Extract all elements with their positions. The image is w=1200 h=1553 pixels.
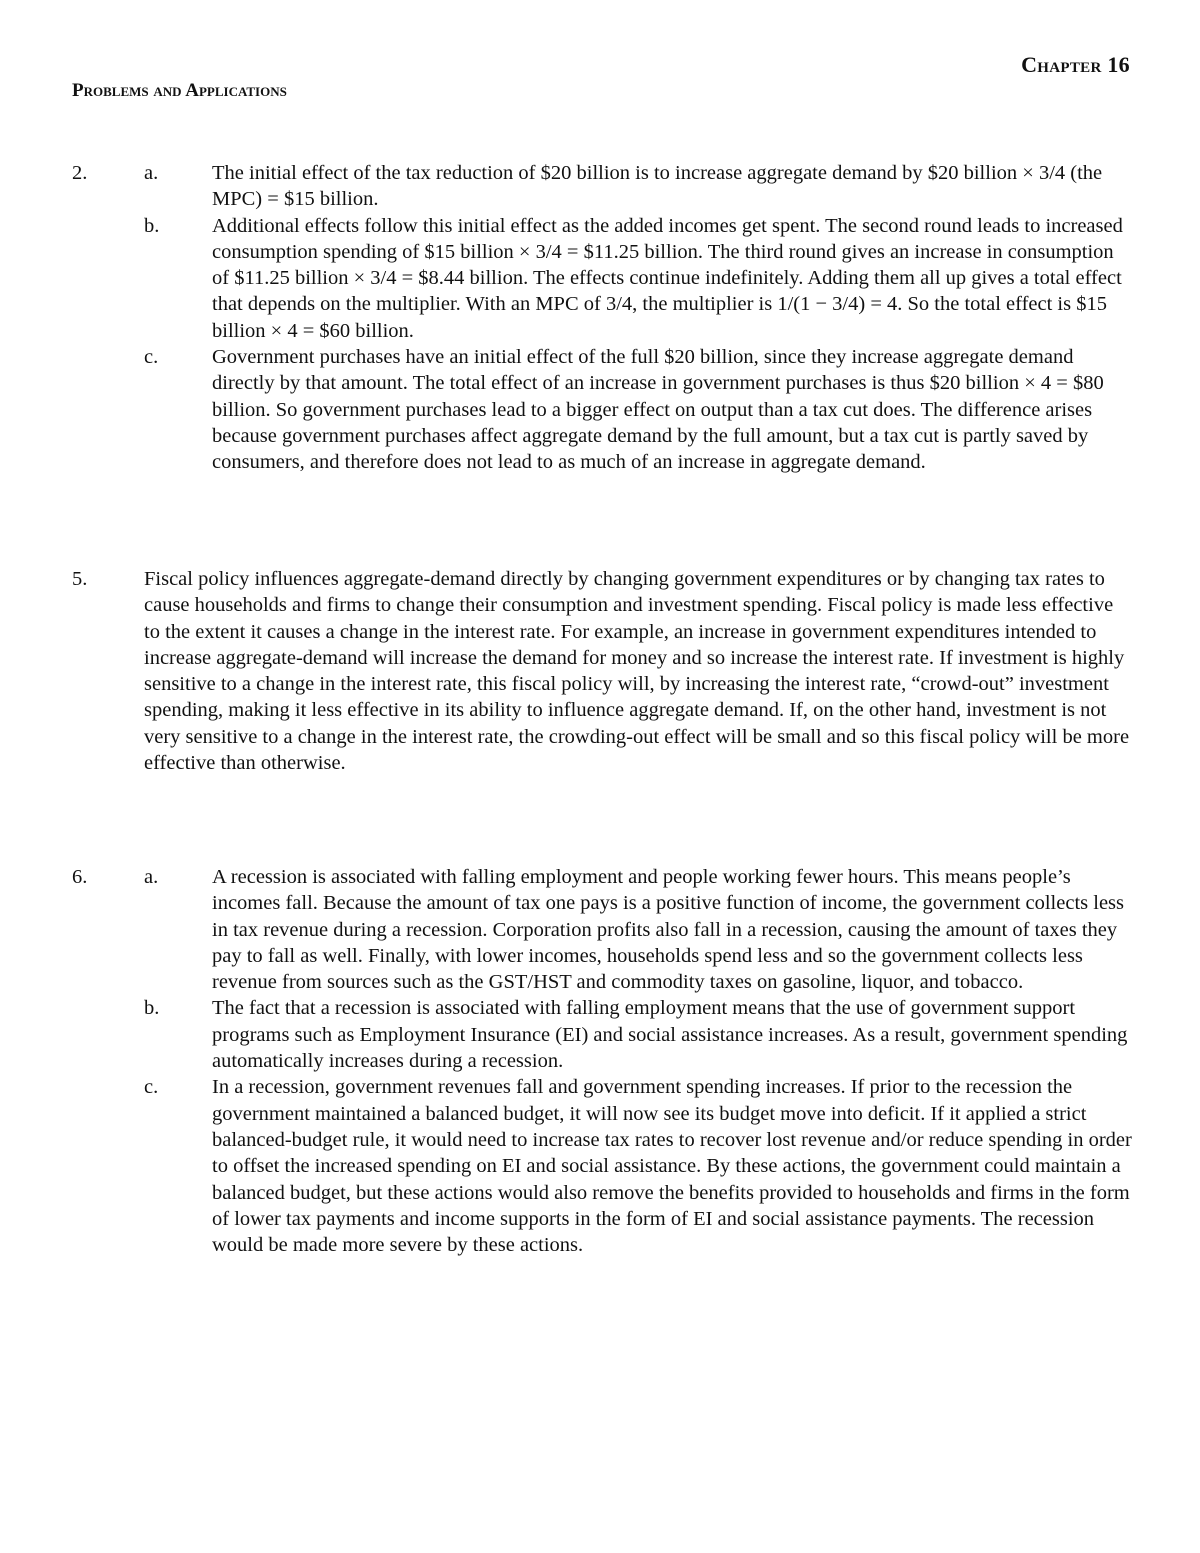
part-letter: a. (144, 866, 159, 888)
problem-5 (72, 566, 1132, 776)
section-title: Problems and Applications (72, 80, 287, 101)
part-letter: c. (144, 1076, 159, 1099)
part-letter: c. (144, 346, 159, 369)
problem-6-part-b (72, 995, 1132, 1074)
part-text: The initial effect of the tax reduction of $20 billion is to increase aggregate demand by $20 billion × 3/4 (the MPC) = $15 billion. (212, 162, 1103, 211)
problem-number: 5. (72, 568, 88, 590)
part-text: In a recession, government revenues fall and government spending increases. If prior to the recession the government maintained a balanced budget, it will now see its budget move into deficit. If it applied a strict balanced-budget rule, it would need to increase tax rates to recover lost revenue and/or reduce spending in order to offset the increased spending on EI and social assistance. By these actions, the government could maintain a balanced budget, but these actions would also remove the benefits provided to households and firms in the form of lower tax payments and income supports in the form of EI and social assistance payments. The recession would be made more severe by these actions. (212, 1076, 1132, 1257)
part-text: A recession is associated with falling employment and people working fewer hours. This means people’s incomes fall. Because the amount of tax one pays is a positive function of income, the government collects less in tax revenue during a recession. Corporation profits also fall in a recession, causing the amount of taxes they pay to fall as well. Finally, with lower incomes, households spend less and so the government collects less revenue from sources such as the GST/HST and commodity taxes on gasoline, liquor, and tobacco. (212, 866, 1124, 994)
part-text: Government purchases have an initial effect of the full $20 billion, since they increase aggregate demand directly by that amount. The total effect of an increase in government purchases is thus $20 billion × 4 = $80 billion. So government purchases lead to a bigger effect on output than a tax cut does. The difference arises because government purchases affect aggregate demand by the full amount, but a tax cut is partly saved by consumers, and therefore does not lead to as much of an increase in aggregate demand. (212, 346, 1104, 474)
problem-2-part-c (72, 344, 1132, 475)
problem-6-part-a (72, 864, 1132, 995)
part-letter: a. (144, 162, 159, 184)
problem-number: 6. (72, 866, 88, 888)
problem-text: Fiscal policy influences aggregate-demand directly by changing government expenditures or by changing tax rates to cause households and firms to change their consumption and investment spending. Fiscal policy is made less effective to the extent it causes a change in the interest rate. For example, an increase in government expenditures intended to increase aggregate-demand will increase the demand for money and so increase the interest rate. If investment is highly sensitive to a change in the interest rate, this fiscal policy will, by increasing the interest rate, “crowd-out” investment spending, making it less effective in its ability to influence aggregate demand. If, on the other hand, investment is not very sensitive to a change in the interest rate, the crowding-out effect will be small and so this fiscal policy will be more effective than otherwise. (144, 568, 1130, 775)
part-letter: b. (144, 997, 160, 1020)
problem-2-part-b (72, 213, 1132, 344)
chapter-heading: Chapter 16 (1021, 52, 1130, 77)
part-letter: b. (144, 214, 160, 237)
problem-6-part-c (72, 1074, 1132, 1258)
problem-2 (72, 160, 1132, 476)
problem-6 (72, 864, 1132, 1258)
problem-number: 2. (72, 162, 88, 184)
part-text: The fact that a recession is associated with falling employment means that the use of government support programs such as Employment Insurance (EI) and social assistance increases. As a result, government spending automatically increases during a recession. (212, 997, 1128, 1073)
part-text: Additional effects follow this initial effect as the added incomes get spent. The second round leads to increased consumption spending of $15 billion × 3/4 = $11.25 billion. The third round gives an increase in consumption of $11.25 billion × 3/4 = $8.44 billion. The effects continue indefinitely. Adding them all up gives a total effect that depends on the multiplier. With an MPC of 3/4, the multiplier is 1/(1 − 3/4) = 4. So the total effect is $15 billion × 4 = $60 billion. (212, 214, 1123, 342)
problem-5-body (72, 566, 1132, 776)
problem-2-part-a (72, 160, 1132, 213)
